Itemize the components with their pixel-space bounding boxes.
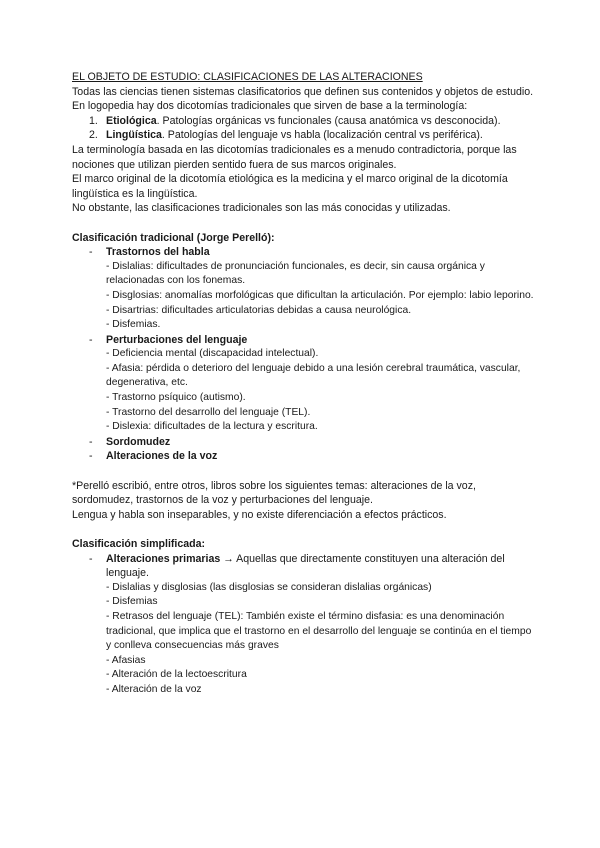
term: Etiológica [106,114,157,127]
paragraph: El marco original de la dicotomía etiológica es la medicina y el marco original de la dicotomía lingüística es la lingüística. [72,173,508,200]
document-page [72,70,534,698]
list-number: 1. [89,114,98,127]
section-heading: EL OBJETO DE ESTUDIO: CLASIFICACIONES DE LAS ALTERACIONES [72,71,423,83]
group-label: Alteraciones de la voz [106,450,218,463]
sub-item: - Retrasos del lenguaje (TEL): También existe el término disfasia: es una denominación tradicional, que implica que el trastorno en el desarrollo del lenguaje se continúa en el tiempo y conlleva consecuencias más graves [106,610,532,652]
paragraph: La terminología basada en las dicotomías tradicionales es a menudo contradictoria, porque las nociones que utilizan pierden sentido fuera de sus marcos originales. [72,143,517,171]
sub-item: - Disglosias: anomalías morfológicas que dificultan la articulación. Por ejemplo: labio leporino. [106,289,534,301]
sub-item: - Dislexia: dificultades de la lectura y escritura. [106,421,318,433]
sub-item: - Dislalias: dificultades de pronunciación funcionales, es decir, sin causa orgánica y relacionadas con los fonemas. [106,260,485,287]
group-item: - Sordomudez [89,435,171,448]
sub-item: - Disfemias [106,596,158,608]
sub-item: - Disfemias. [106,319,161,331]
term-text: . Patologías orgánicas vs funcionales (causa anatómica vs desconocida). [156,114,501,127]
simplified-title: Clasificación simplificada: [72,538,206,550]
list-item [72,114,534,129]
sub-item: - Afasia: pérdida o deterioro del lenguaje debido a una lesión cerebral traumática, vascular, degenerativa, etc. [106,362,521,389]
group-item: - Alteraciones primarias → Aquellas que directamente constituyen una alteración del lenguaje. [89,552,505,580]
group-item: - Alteraciones de la voz [89,450,218,463]
term-text: . Patologías del lenguaje vs habla (localización central vs periférica). [161,129,483,142]
group-label: Perturbaciones del lenguaje [106,333,248,346]
group-item: - Trastornos del habla [89,246,210,259]
paragraph: No obstante, las clasificaciones tradicionales son las más conocidas y utilizadas. [72,202,451,215]
group-label: Trastornos del habla [106,246,210,259]
list-number: 2. [89,129,98,142]
intro-paragraph: Todas las ciencias tienen sistemas clasificatorios que definen sus contenidos y objetos de estudio. En logopedia hay dos dicotomías tradicionales que sirven de base a la terminología: [72,85,534,113]
sub-item: - Alteración de la voz [106,683,202,695]
group-item: - Perturbaciones del lenguaje [89,333,248,346]
traditional-title: Clasificación tradicional (Jorge Perelló): [72,231,275,244]
sub-item: - Dislalias y disglosias (las disglosias se consideran dislalias orgánicas) [106,581,432,593]
sub-item: - Trastorno psíquico (autismo). [106,392,246,404]
sub-item: - Disartrias: dificultades articulatorias debidas a causa neurológica. [106,304,412,316]
note-paragraph: Lengua y habla son inseparables, y no existe diferenciación a efectos prácticos. [72,508,447,521]
term: Lingüística [106,129,162,142]
sub-item: - Afasias [106,654,146,666]
note-paragraph: *Perelló escribió, entre otros, libros sobre los siguientes temas: alteraciones de la voz, sordomudez, trastornos de la voz y perturbaciones del lenguaje. [72,479,476,507]
sub-item: - Deficiencia mental (discapacidad intelectual). [106,348,319,360]
sub-item: - Trastorno del desarrollo del lenguaje (TEL). [106,406,311,418]
list-item [72,128,534,143]
group-label: Sordomudez [106,435,171,448]
sub-item: - Alteración de la lectoescritura [106,669,247,681]
group-label: Alteraciones primarias [106,552,221,565]
group-description: → Aquellas que directamente constituyen una alteración del lenguaje. [106,552,505,580]
